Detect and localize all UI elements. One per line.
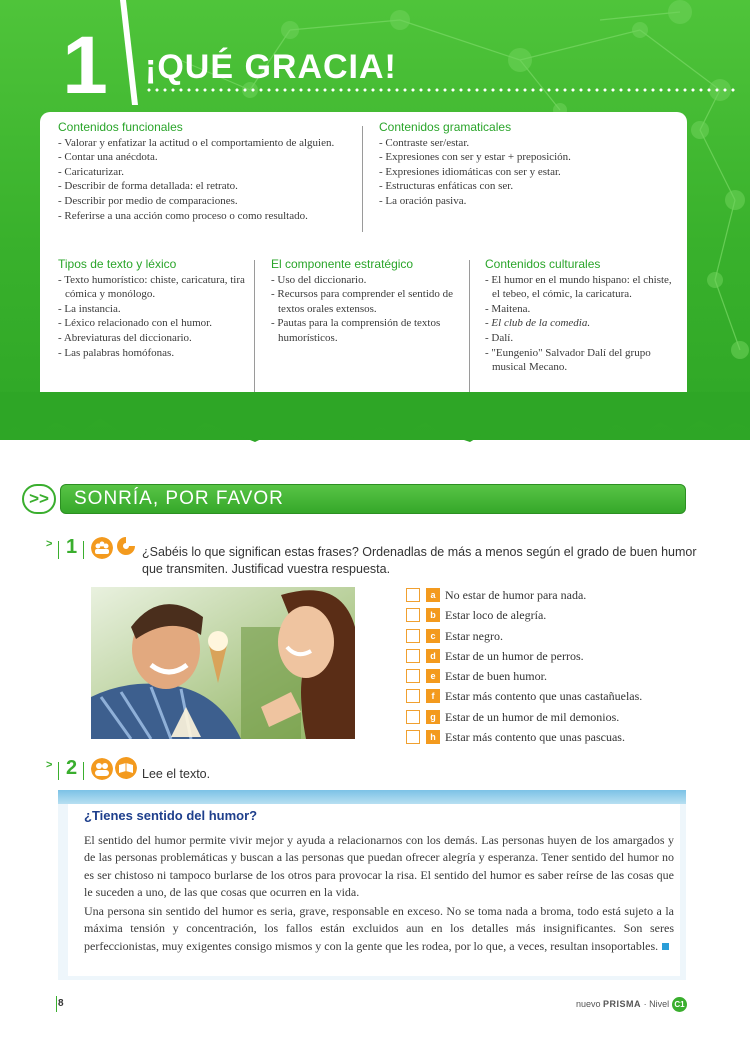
list-item: - Pautas para la comprensión de textos humorísticos. — [271, 316, 461, 345]
contents-culturales-heading: Contenidos culturales — [485, 257, 601, 271]
list-item: - Contraste ser/estar. — [379, 136, 669, 151]
option-c — [406, 627, 706, 647]
activity-bar — [58, 762, 59, 780]
option-label: Estar de un humor de mil demonios. — [445, 709, 620, 724]
activity-marker: > — [46, 759, 53, 771]
option-letter-badge: a — [426, 588, 440, 602]
contents-funcionales — [58, 120, 358, 223]
pair-icon — [91, 758, 113, 780]
page-number: 8 — [58, 998, 64, 1009]
activity-bar — [58, 541, 59, 559]
list-item: - Uso del diccionario. — [271, 273, 461, 288]
activity1-instruction: ¿Sabéis lo que significan estas frases? Ordenadlas de más a menos según el grado de buen humor que transmiten. Justificad vuestra respuesta. — [142, 545, 697, 576]
list-item: - La instancia. — [58, 302, 248, 317]
option-label: Estar negro. — [445, 628, 503, 643]
column-divider — [469, 260, 470, 392]
activity-number: 2 — [66, 757, 78, 779]
list-item: - Las palabras homófonas. — [58, 346, 248, 361]
column-divider — [362, 126, 363, 232]
option-label: Estar loco de alegría. — [445, 608, 547, 623]
option-a — [406, 586, 706, 606]
section-arrows-icon: >> — [22, 484, 56, 514]
photo-illustration — [91, 587, 355, 739]
option-letter-badge: f — [426, 689, 440, 703]
list-item: - Léxico relacionado con el humor. — [58, 316, 248, 331]
page-number-bar — [56, 996, 57, 1012]
option-h — [406, 728, 706, 748]
title-dotted-rule — [145, 88, 735, 92]
option-letter-badge: g — [426, 710, 440, 724]
reading-icon — [115, 757, 137, 779]
option-checkbox[interactable] — [406, 730, 420, 744]
option-label: Estar de un humor de perros. — [445, 648, 584, 663]
list-item: - Contar una anécdota. — [58, 150, 358, 165]
contents-funcionales-heading: Contenidos funcionales — [58, 120, 183, 134]
contents-panel — [40, 112, 687, 402]
option-f — [406, 687, 706, 707]
list-item: - Abreviaturas del diccionario. — [58, 331, 248, 346]
list-item: - Referirse a una acción como proceso o como resultado. — [58, 209, 358, 224]
reading-box-top-strip — [58, 790, 686, 804]
option-checkbox[interactable] — [406, 629, 420, 643]
list-item: - Describir por medio de comparaciones. — [58, 194, 358, 209]
option-label: Estar más contento que unas pascuas. — [445, 730, 625, 745]
contents-texto — [58, 257, 248, 360]
torn-paper-edge — [0, 392, 750, 450]
activity-number: 1 — [66, 536, 78, 558]
contents-estrategico — [271, 257, 461, 346]
list-item: - Maitena. — [485, 302, 675, 317]
options-list — [406, 586, 706, 748]
list-item: - Recursos para comprender el sentido de textos orales extensos. — [271, 287, 461, 316]
photo-couple-laughing — [91, 587, 355, 739]
activity-bar — [83, 541, 84, 559]
option-b — [406, 606, 706, 626]
reading-paragraph-2 — [84, 903, 674, 955]
option-label: Estar más contento que unas castañuelas. — [445, 689, 643, 704]
option-label: Estar de buen humor. — [445, 669, 547, 684]
option-checkbox[interactable] — [406, 588, 420, 602]
footer-brand — [576, 999, 669, 1009]
list-item: - Texto humorístico: chiste, caricatura, tira cómica y monólogo. — [58, 273, 248, 302]
list-item: - Expresiones con ser y estar + preposición. — [379, 150, 669, 165]
reading-paragraph-1: El sentido del humor permite vivir mejor y ayuda a relacionarnos con los demás. Las personas huyen de los amargados y de las personas problemáticas y buscan a las personas que puedan ofrecer alegría y esperanza. Tener sentido del humor no es ser chistoso ni tampoco burlarse de los otros para provocar la risa. El sentido del humor es saber reírse de las cosas que le suceden a uno, de las que cosas que ocurren en la vida. — [84, 833, 674, 900]
option-letter-badge: c — [426, 629, 440, 643]
option-letter-badge: e — [426, 669, 440, 683]
list-item: - "Eungenio" Salvador Dalí del grupo musical Mecano. — [485, 346, 675, 375]
contents-estrategico-heading: El componente estratégico — [271, 257, 414, 271]
chapter-title: ¡QUÉ GRACIA! — [145, 48, 397, 86]
list-item: - Estructuras enfáticas con ser. — [379, 179, 669, 194]
contents-culturales — [485, 257, 675, 375]
contents-texto-heading: Tipos de texto y léxico — [58, 257, 177, 271]
option-label: No estar de humor para nada. — [445, 588, 587, 602]
option-letter-badge: b — [426, 608, 440, 622]
activity-marker: > — [46, 538, 53, 550]
option-letter-badge: d — [426, 649, 440, 663]
list-item: - La oración pasiva. — [379, 194, 669, 209]
speech-icon — [115, 535, 137, 557]
option-checkbox[interactable] — [406, 710, 420, 724]
chapter-number: 1 — [62, 20, 108, 111]
contents-gramaticales — [379, 120, 669, 209]
list-item: - Expresiones idiomáticas con ser y estar. — [379, 165, 669, 180]
option-checkbox[interactable] — [406, 649, 420, 663]
option-checkbox[interactable] — [406, 608, 420, 622]
option-e — [406, 667, 706, 687]
list-item: - Dalí. — [485, 331, 675, 346]
reading-paragraph-2-text: Una persona sin sentido del humor es seria, grave, responsable en exceso. No se toma nada a broma, todo está sujeto a la máxima tensión y concentración, los fallos están excluidos aun en los detalles más insignificantes. Son seres perfeccionistas, muy exigentes consigo mismos y con la gente que les rodea, por lo que, a veces, resultan insoportables. — [84, 904, 674, 953]
option-checkbox[interactable] — [406, 669, 420, 683]
option-d — [406, 647, 706, 667]
reading-title: ¿Tienes sentido del humor? — [84, 808, 258, 823]
activity2-instruction: Lee el texto. — [142, 767, 211, 781]
chapter-divider — [120, 0, 138, 105]
brand-name: PRISMA — [603, 999, 642, 1009]
column-divider — [254, 260, 255, 392]
list-item: - Valorar y enfatizar la actitud o el comportamiento de alguien. — [58, 136, 358, 151]
group-icon — [91, 537, 113, 559]
contents-gramaticales-heading: Contenidos gramaticales — [379, 120, 512, 134]
option-letter-badge: h — [426, 730, 440, 744]
list-item: - El club de la comedia. — [485, 316, 675, 331]
brand-prefix: nuevo — [576, 999, 601, 1009]
level-label: · Nivel — [643, 999, 670, 1009]
section-title: SONRÍA, POR FAVOR — [74, 488, 284, 509]
activity-bar — [83, 762, 84, 780]
level-badge: C1 — [672, 997, 687, 1012]
end-of-text-icon — [662, 943, 669, 950]
chapter-header — [0, 0, 750, 440]
option-g — [406, 708, 706, 728]
list-item: - Caricaturizar. — [58, 165, 358, 180]
option-checkbox[interactable] — [406, 689, 420, 703]
list-item: - El humor en el mundo hispano: el chiste, el tebeo, el cómic, la caricatura. — [485, 273, 675, 302]
list-item: - Describir de forma detallada: el retrato. — [58, 179, 358, 194]
